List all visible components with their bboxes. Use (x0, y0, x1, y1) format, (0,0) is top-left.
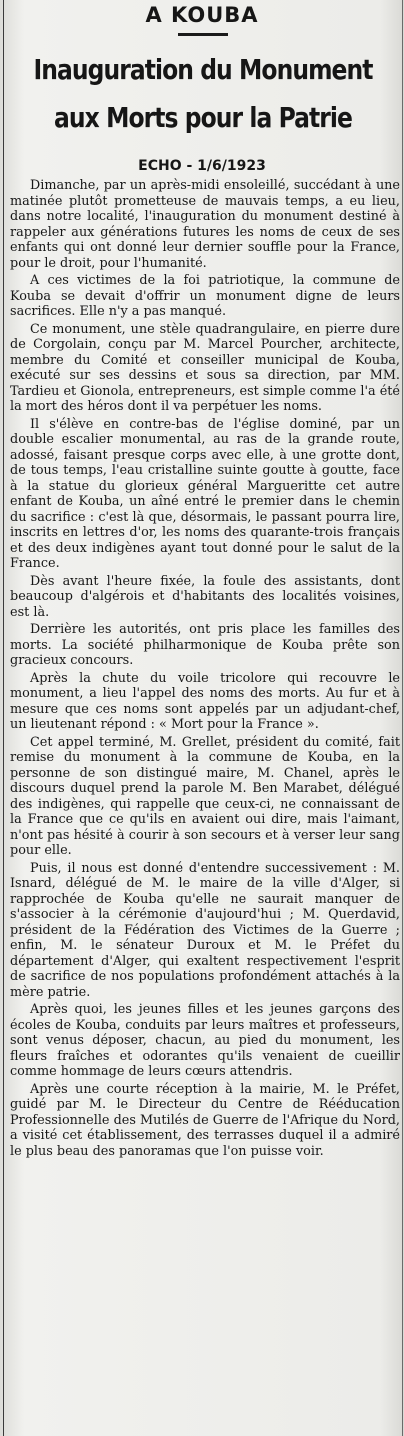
column-rule-right (402, 0, 403, 1436)
paragraph: Cet appel terminé, M. Grellet, président du comité, fait remise du monument à la commune de Kouba, en la personne de son distingué maire, M. Chanel, après le discours duquel prend la parole M. Ben Marabet, délégué des indigènes, qui rappelle que ceux-ci, ne connaissant de la France que ce qu'ils en avaient oui dire, mais l'aimant, n'ont pas hésité à courir à son secours et à verser leur sang pour elle. (10, 734, 400, 858)
paragraph: Ce monument, une stèle quadrangulaire, en pierre dure de Corgolain, conçu par M. Marcel Pourcher, architecte, membre du Comité et conseiller municipal de Kouba, exécuté sur ses dessins et sous sa direction, par MM. Tardieu et Gionola, entrepreneurs, est simple comme l'a été la mort des héros dont il va perpétuer les noms. (10, 321, 400, 414)
kicker-divider (178, 33, 228, 36)
paragraph: Après quoi, les jeunes filles et les jeunes garçons des écoles de Kouba, conduits par leurs maîtres et professeurs, sont venus déposer, chacun, au pied du monument, les fleurs fraîches et odorantes qu'ils venaient de cueillir comme hommage de leurs cœurs attendris. (10, 1002, 400, 1079)
paragraph: Dès avant l'heure fixée, la foule des assistants, dont beaucoup d'algérois et d'habitants des localités voisines, est là. (10, 573, 400, 620)
paragraph: Il s'élève en contre-bas de l'église dominé, par un double escalier monumental, au ras de la grande route, adossé, faisant presque corps avec elle, à une grotte dont, de tous temps, l'eau cristalline suinte goutte à goutte, face à la statue du glorieux général Margueritte cet autre enfant de Kouba, un aîné entré le premier dans le chemin du sacrifice : c'est là que, désormais, le passant pourra lire, inscrits en lettres d'or, les noms des quarante-trois français et des deux indigènes ayant tout donné pour le salut de la France. (10, 416, 400, 571)
column-rule-left (3, 0, 4, 1436)
source-date-stamp: ECHO - 1/6/1923 (138, 158, 266, 174)
paragraph: Derrière les autorités, ont pris place les familles des morts. La société philharmonique de Kouba prête son gracieux concours. (10, 622, 400, 668)
paragraph: Après une courte réception à la mairie, M. le Préfet, guidé par M. le Directeur du Centre de Rééducation Professionnelle des Mutilés de Guerre de l'Afrique du Nord, a visité cet établissement, des terrasses duquel il a admiré le plus beau des panoramas que l'on puisse voir. (10, 1081, 400, 1159)
article-body (10, 178, 400, 1161)
section-kicker: A KOUBA (145, 3, 259, 27)
paragraph: Après la chute du voile tricolore qui recouvre le monument, a lieu l'appel des noms des morts. Au fur et à mesure que ces noms sont appelés par un adjudant-chef, un lieutenant répond : « Mort pour la France ». (10, 670, 400, 732)
article-headline: Inauguration du Monument aux Morts pour la Patrie (33, 53, 373, 134)
paragraph: Puis, il nous est donné d'entendre successivement : M. Isnard, délégué de M. le maire de la ville d'Alger, si rapprochée de Kouba qu'elle ne saurait manquer de s'associer à la cérémonie d'aujourd'hui ; M. Querdavid, président de la Fédération des Victimes de la Guerre ; enfin, M. le sénateur Duroux et M. le Préfet du département d'Alger, qui exaltent respectivement l'esprit de sacrifice de nos populations profondément attachés à la mère patrie. (10, 860, 400, 1000)
paragraph: A ces victimes de la foi patriotique, la commune de Kouba se devait d'offrir un monument digne de leurs sacrifices. Elle n'y a pas manqué. (10, 273, 400, 319)
paragraph: Dimanche, par un après-midi ensoleillé, succédant à une matinée plutôt prometteuse de mauvais temps, a eu lieu, dans notre localité, l'inauguration du monument destiné à rappeler aux générations futures les noms de ceux de ses enfants qui ont donné leur dernier souffle pour la France, pour le droit, pour l'humanité. (10, 178, 400, 271)
